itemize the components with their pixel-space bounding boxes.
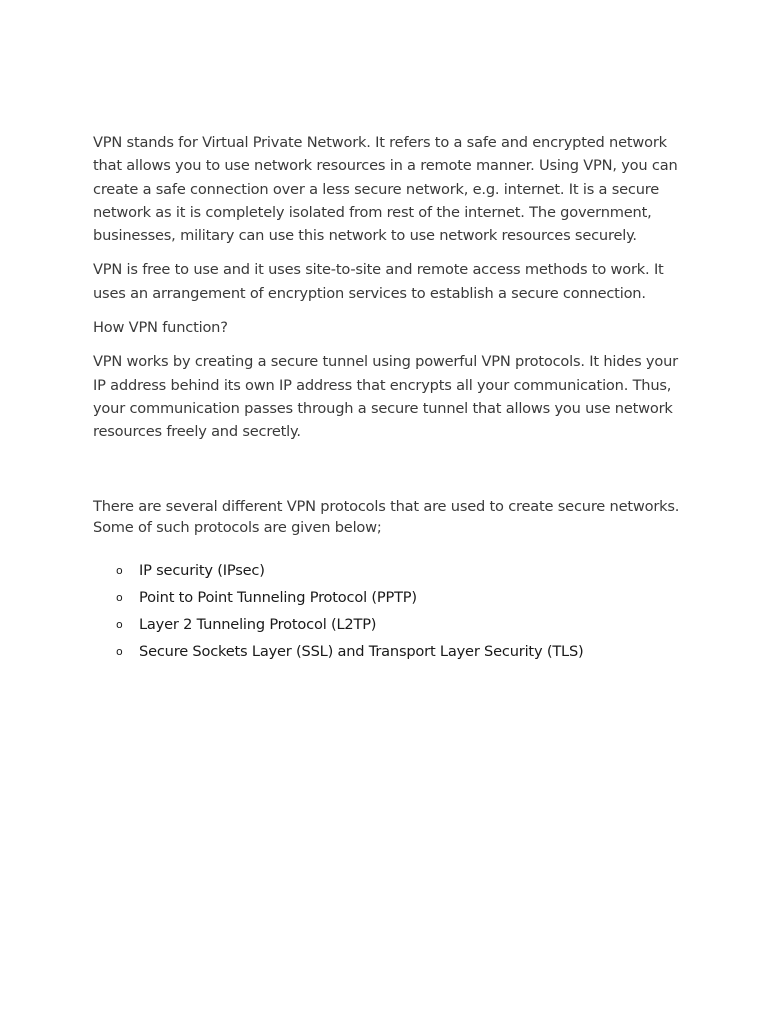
paragraph-vpn-definition: VPN stands for Virtual Private Network. It refers to a safe and encrypted network that allows you to use network resources in a remote manner. Using VPN, you can create a safe connection over a less secure network, e.g. internet. It is a secure network as it is completely isolated from rest of the internet. The government, businesses, military can use this network to use network resources securely. <box>93 134 678 245</box>
list-item-text: Secure Sockets Layer (SSL) and Transport Layer Security (TLS) <box>139 642 584 660</box>
list-item-text: Layer 2 Tunneling Protocol (L2TP) <box>139 615 377 633</box>
list-item-text: Point to Point Tunneling Protocol (PPTP) <box>139 588 417 606</box>
list-item <box>93 584 683 611</box>
paragraph-vpn-works: VPN works by creating a secure tunnel using powerful VPN protocols. It hides your IP address behind its own IP address that encrypts all your communication. Thus, your communication passes through a secure tunnel that allows you use network resources freely and secretly. <box>93 353 678 441</box>
list-item <box>93 638 683 665</box>
hollow-circle-bullet-icon: o <box>116 644 123 658</box>
hollow-circle-bullet-icon: o <box>116 590 123 604</box>
list-item-text: IP security (IPsec) <box>139 561 265 579</box>
list-item <box>93 611 683 638</box>
document-body <box>93 131 683 665</box>
hollow-circle-bullet-icon: o <box>116 617 123 631</box>
paragraph-protocols-intro: There are several different VPN protocols that are used to create secure networks. Some of such protocols are given below; <box>93 497 680 537</box>
protocol-list <box>93 557 683 665</box>
list-item <box>93 557 683 584</box>
paragraph-how-vpn-function: How VPN function? <box>93 319 228 337</box>
hollow-circle-bullet-icon: o <box>116 563 123 577</box>
paragraph-vpn-usage: VPN is free to use and it uses site-to-site and remote access methods to work. It uses an arrangement of encryption services to establish a secure connection. <box>93 261 664 302</box>
